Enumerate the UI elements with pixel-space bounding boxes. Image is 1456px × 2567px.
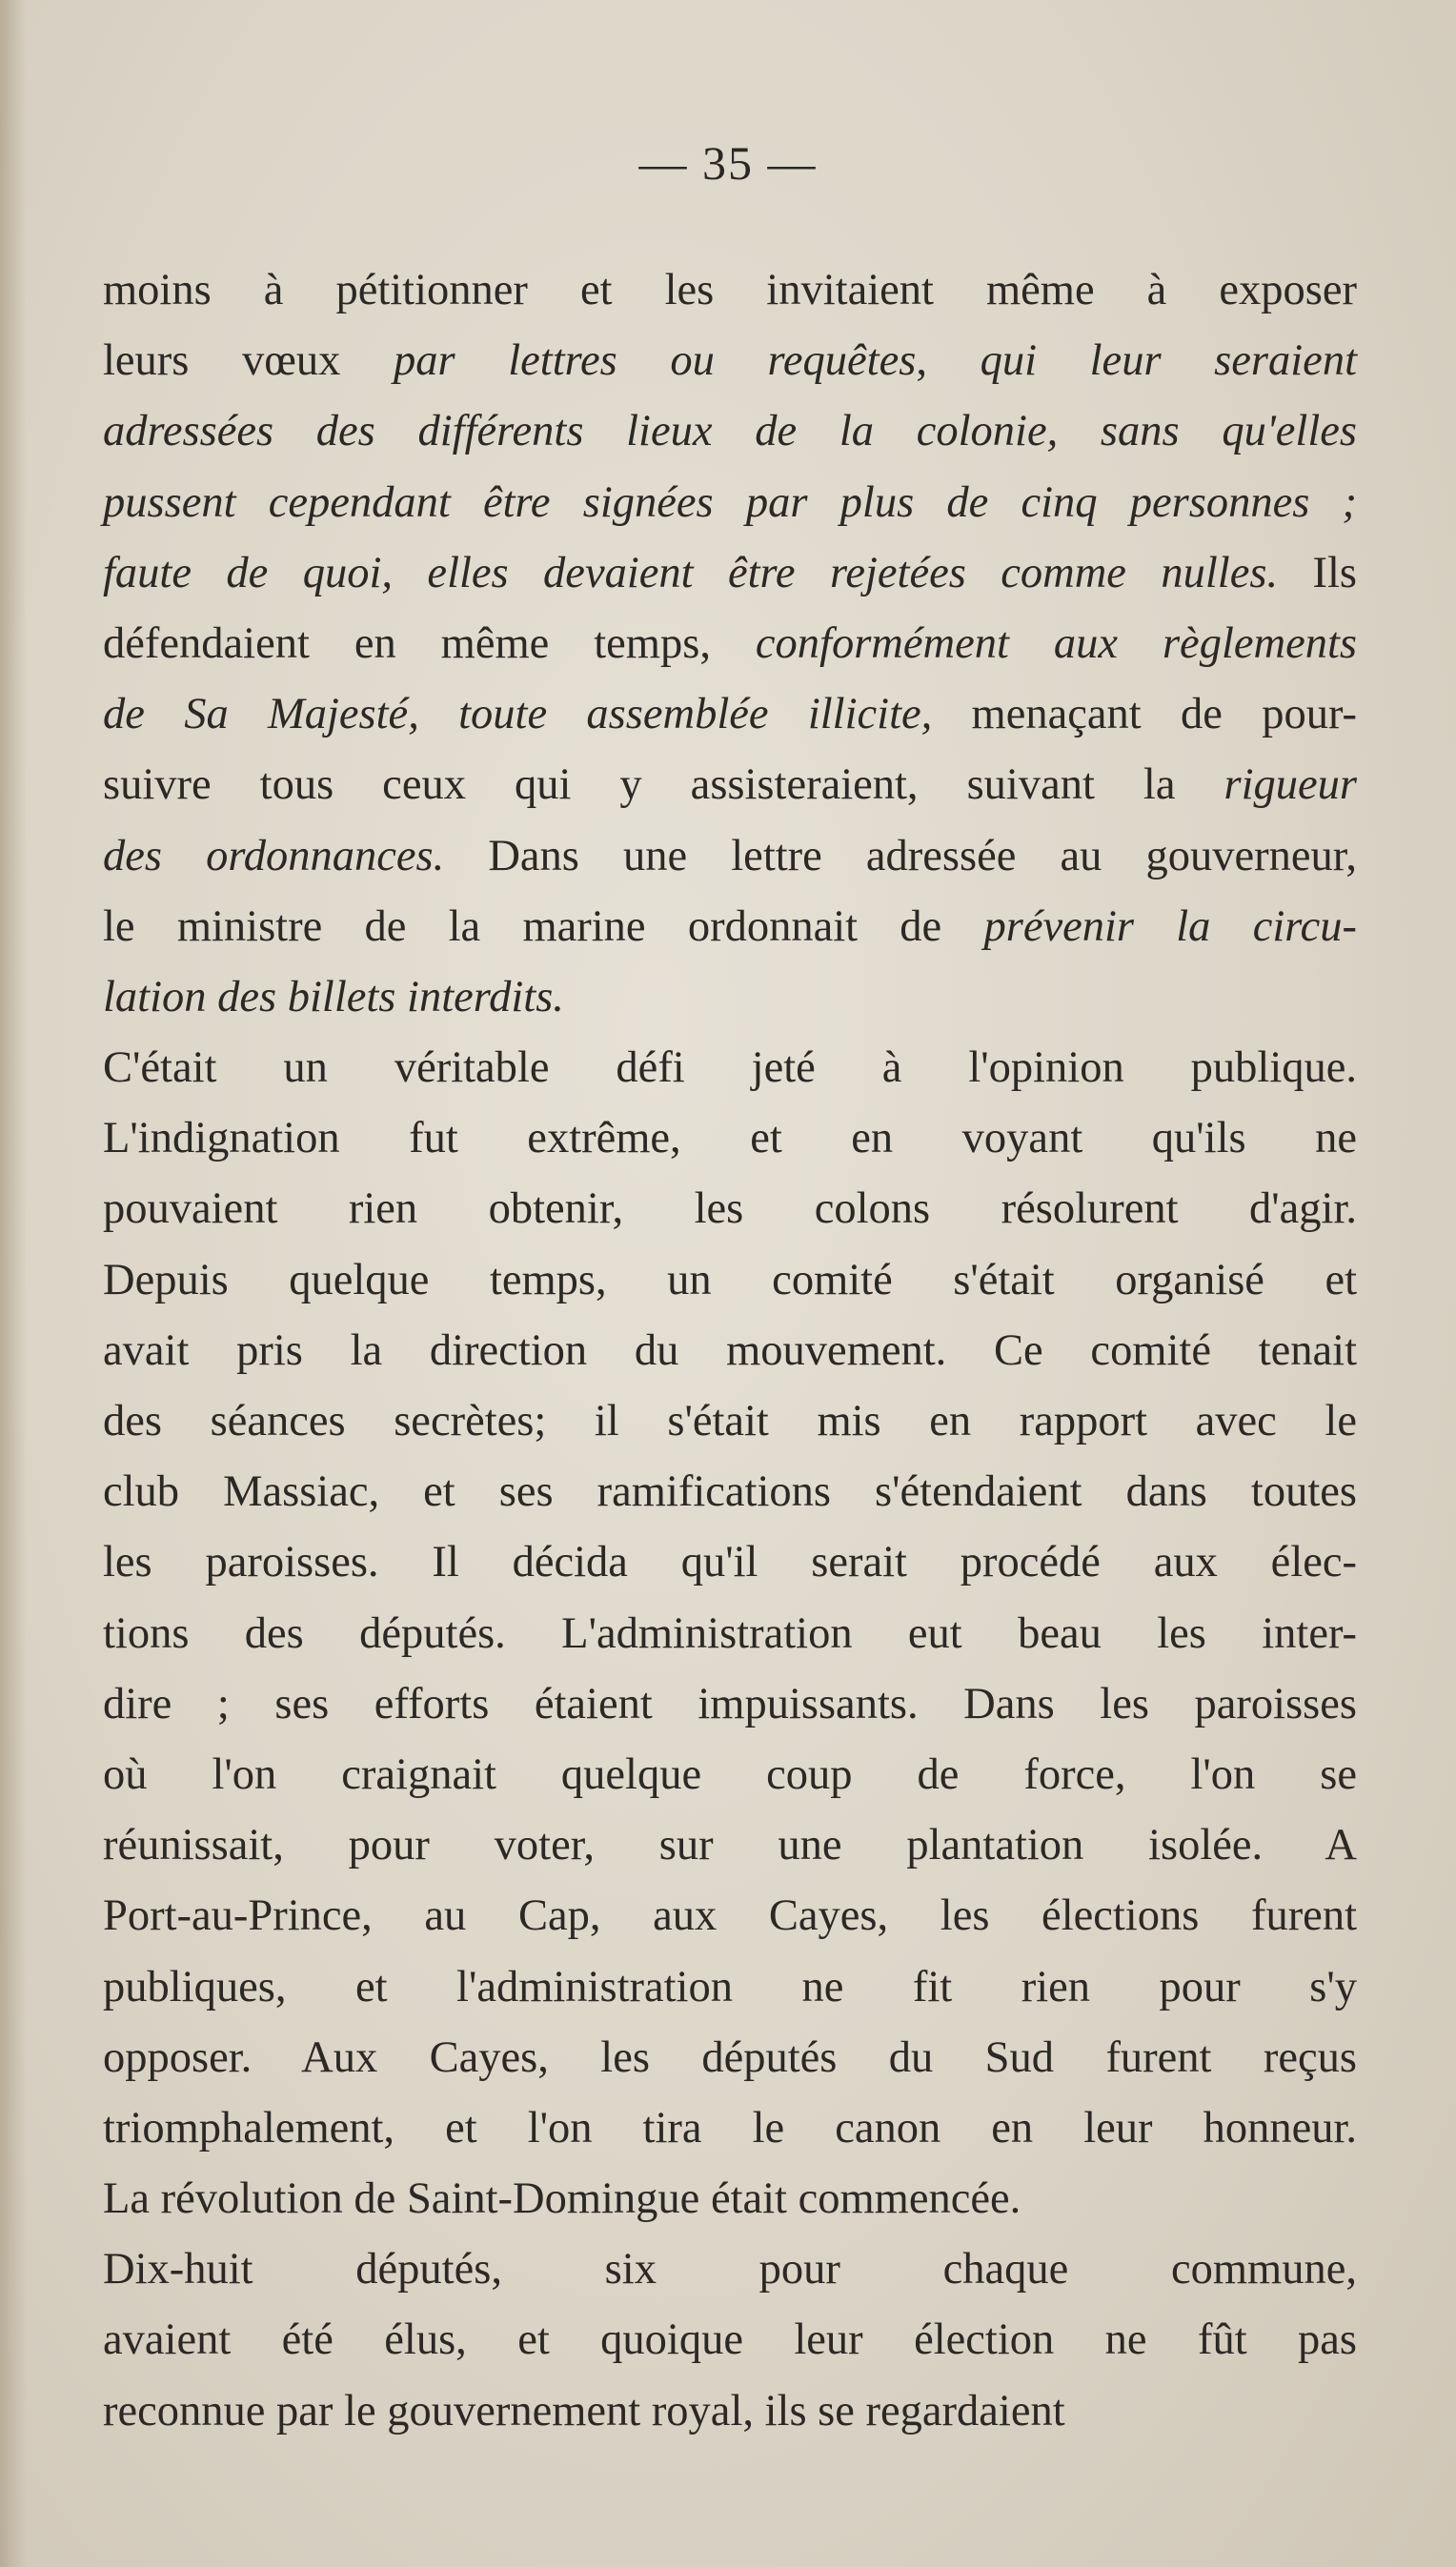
text-line	[103, 750, 1357, 820]
text-line	[103, 1527, 1357, 1598]
text-run: suivre tous ceux qui y assisteraient, suivant la	[103, 760, 1224, 810]
text-line	[103, 1810, 1357, 1881]
text-run: dire ; ses efforts étaient impuissants. Dans les paroisses	[103, 1679, 1357, 1728]
italic-text: adressées des différents lieux de la colonie, sans qu'elles	[103, 407, 1357, 456]
text-run: L'indignation fut extrême, et en voyant qu'ils ne	[103, 1114, 1357, 1163]
text-run: Port-au-Prince, au Cap, aux Cayes, les élections furent	[103, 1891, 1357, 1941]
text-line	[103, 821, 1357, 892]
text-line	[103, 1457, 1357, 1527]
text-run: avaient été élus, et quoique leur élection ne fût pas	[103, 2315, 1357, 2365]
italic-text: lation des billets interdits.	[103, 972, 564, 1021]
italic-text: des ordonnances.	[103, 831, 445, 880]
text-run: reconnue par le gouvernement royal, ils se regardaient	[103, 2386, 1065, 2436]
text-line	[103, 396, 1357, 467]
text-run: C'était un véritable défi jeté à l'opinion publique.	[103, 1043, 1357, 1093]
page-edge-shadow	[0, 0, 27, 2567]
text-run: défendaient en même temps,	[103, 618, 756, 668]
text-line	[103, 2234, 1357, 2305]
text-line	[103, 1033, 1357, 1103]
text-run: leurs vœux	[103, 336, 394, 386]
italic-text: rigueur	[1223, 760, 1357, 810]
text-line	[103, 1245, 1357, 1316]
paragraph	[103, 2234, 1357, 2447]
text-line	[103, 962, 1357, 1033]
text-run: La révolution de Saint-Domingue était commencée.	[103, 2174, 1021, 2224]
text-line	[103, 2376, 1357, 2447]
text-line	[103, 1103, 1357, 1174]
text-run: opposer. Aux Cayes, les députés du Sud furent reçus	[103, 2032, 1357, 2082]
text-run: le ministre de la marine ordonnait de	[103, 901, 984, 951]
text-line	[103, 1669, 1357, 1740]
text-line	[103, 892, 1357, 962]
text-run: Dix-huit députés, six pour chaque commune,	[103, 2245, 1357, 2294]
italic-text: de Sa Majesté, toute assemblée illicite,	[103, 690, 933, 739]
text-run: Depuis quelque temps, un comité s'était organisé et	[103, 1255, 1357, 1304]
text-line	[103, 1952, 1357, 2023]
italic-text: conformément aux règlements	[755, 618, 1357, 668]
text-line	[103, 609, 1357, 679]
italic-text: prévenir la circu-	[983, 901, 1357, 951]
text-run: pouvaient rien obtenir, les colons résolurent d'agir.	[103, 1184, 1357, 1234]
text-run: menaçant de pour-	[932, 690, 1357, 739]
text-run: des séances secrètes; il s'était mis en rapport avec le	[103, 1397, 1357, 1445]
text-line	[103, 326, 1357, 396]
body-text	[103, 255, 1357, 2447]
page-number: — 35 —	[638, 136, 818, 190]
text-line	[103, 2164, 1357, 2234]
text-run: réunissait, pour voter, sur une plantation isolée. A	[103, 1821, 1357, 1870]
paragraph	[103, 255, 1357, 1033]
italic-text: par lettres ou requêtes	[394, 336, 917, 386]
text-run: club Massiac, et ses ramifications s'étendaient dans toutes	[103, 1467, 1357, 1517]
text-run: ,	[916, 336, 981, 386]
text-run: tions des députés. L'administration eut beau les inter-	[103, 1608, 1357, 1658]
text-run: où l'on craignait quelque coup de force, l'on se	[103, 1749, 1357, 1799]
text-line	[103, 679, 1357, 750]
text-line	[103, 2023, 1357, 2093]
text-line	[103, 1740, 1357, 1810]
text-line	[103, 1174, 1357, 1244]
text-run: moins à pétitionner et les invitaient même à exposer	[103, 266, 1357, 314]
text-run: triomphalement, et l'on tira le canon en leur honneur.	[103, 2103, 1357, 2153]
text-line	[103, 1599, 1357, 1669]
text-run: Ils	[1278, 548, 1357, 597]
italic-text: faute de quoi, elles devaient être rejetées comme nulles.	[103, 548, 1279, 597]
text-run: avait pris la direction du mouvement. Ce comité tenait	[103, 1325, 1357, 1375]
text-line	[103, 1386, 1357, 1457]
text-line	[103, 2093, 1357, 2164]
text-line	[103, 1316, 1357, 1386]
text-line	[103, 468, 1357, 538]
text-line	[103, 255, 1357, 326]
text-line	[103, 538, 1357, 609]
text-line	[103, 2305, 1357, 2375]
italic-text: pussent cependant être signées par plus de cinq personnes ;	[103, 477, 1357, 527]
text-line	[103, 1881, 1357, 1951]
text-run: publiques, et l'administration ne fit rien pour s'y	[103, 1962, 1357, 2011]
text-run: les paroisses. Il décida qu'il serait procédé aux élec-	[103, 1538, 1357, 1587]
italic-text: qui leur seraient	[980, 336, 1357, 386]
text-run: Dans une lettre adressée au gouverneur,	[444, 831, 1357, 880]
paragraph	[103, 1033, 1357, 2234]
